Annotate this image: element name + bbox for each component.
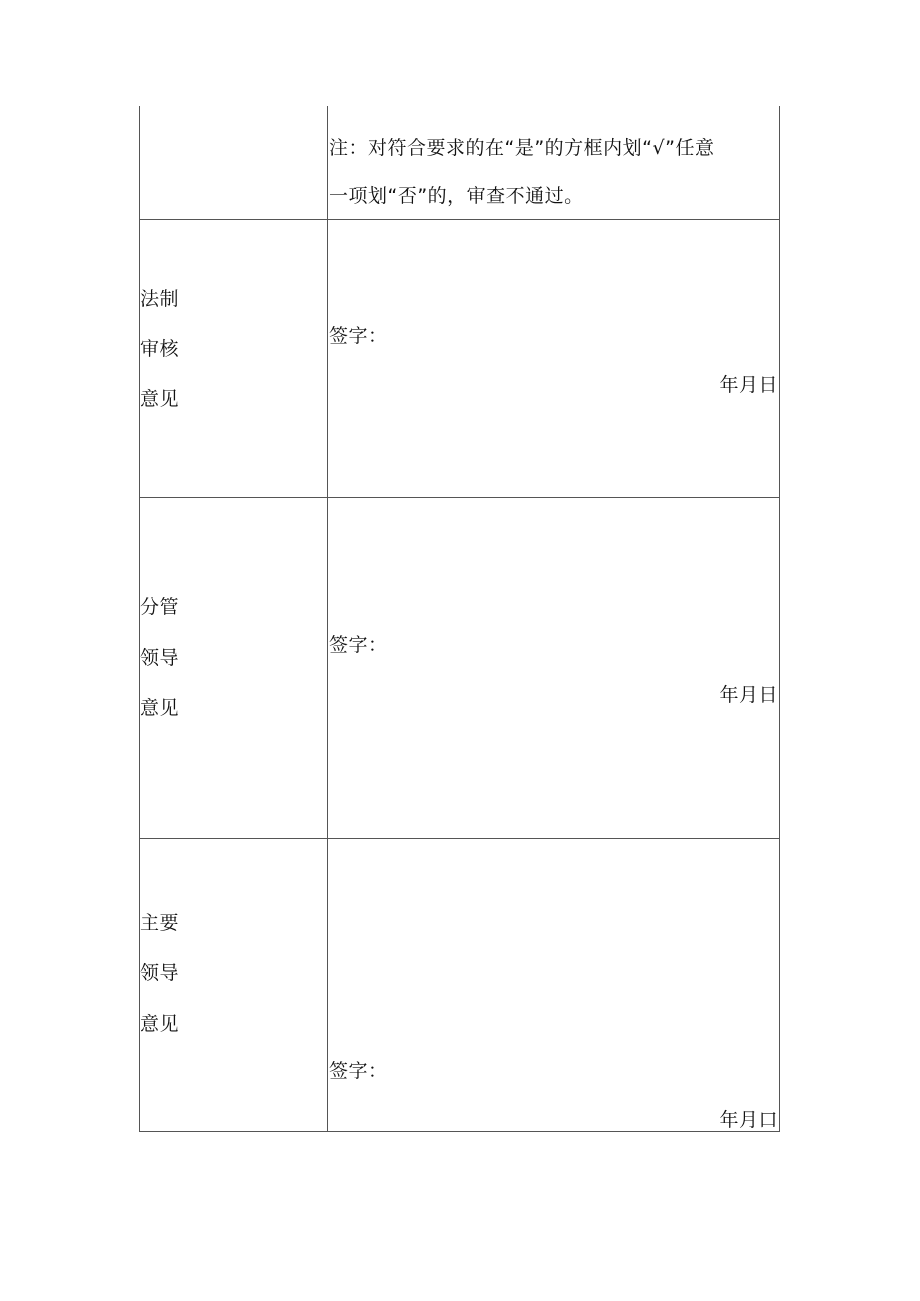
section-deputy-sign-label: 签字： [329, 634, 388, 656]
row-divider-1 [139, 219, 780, 220]
section-legal-label-line-3: 意见 [140, 388, 180, 410]
note-line-2: 一项划“否”的，审查不通过。 [329, 185, 584, 207]
section-deputy-label-line-3: 意见 [140, 697, 180, 719]
row-divider-2 [139, 497, 780, 498]
section-chief-label-line-2: 领导 [140, 962, 180, 984]
table-column-divider [327, 106, 328, 1132]
section-deputy-label-line-2: 领导 [140, 647, 180, 669]
note-line-1: 注：对符合要求的在“是”的方框内划“√”任意 [329, 137, 715, 159]
table-border-bottom [139, 1131, 780, 1132]
section-deputy-date-label: 年月日 [719, 684, 778, 706]
section-legal-label-line-2: 审核 [140, 338, 180, 360]
section-chief-sign-label: 签字： [329, 1060, 388, 1082]
table-border-right [779, 106, 780, 1132]
section-legal-label-line-1: 法制 [140, 288, 180, 310]
row-divider-3 [139, 838, 780, 839]
section-deputy-label-line-1: 分管 [140, 596, 180, 618]
section-chief-label-line-3: 意见 [140, 1013, 180, 1035]
section-chief-date-label: 年月口 [719, 1109, 778, 1131]
section-legal-date-label: 年月日 [719, 374, 778, 396]
section-legal-sign-label: 签字： [329, 325, 388, 347]
section-chief-label-line-1: 主要 [140, 912, 180, 934]
